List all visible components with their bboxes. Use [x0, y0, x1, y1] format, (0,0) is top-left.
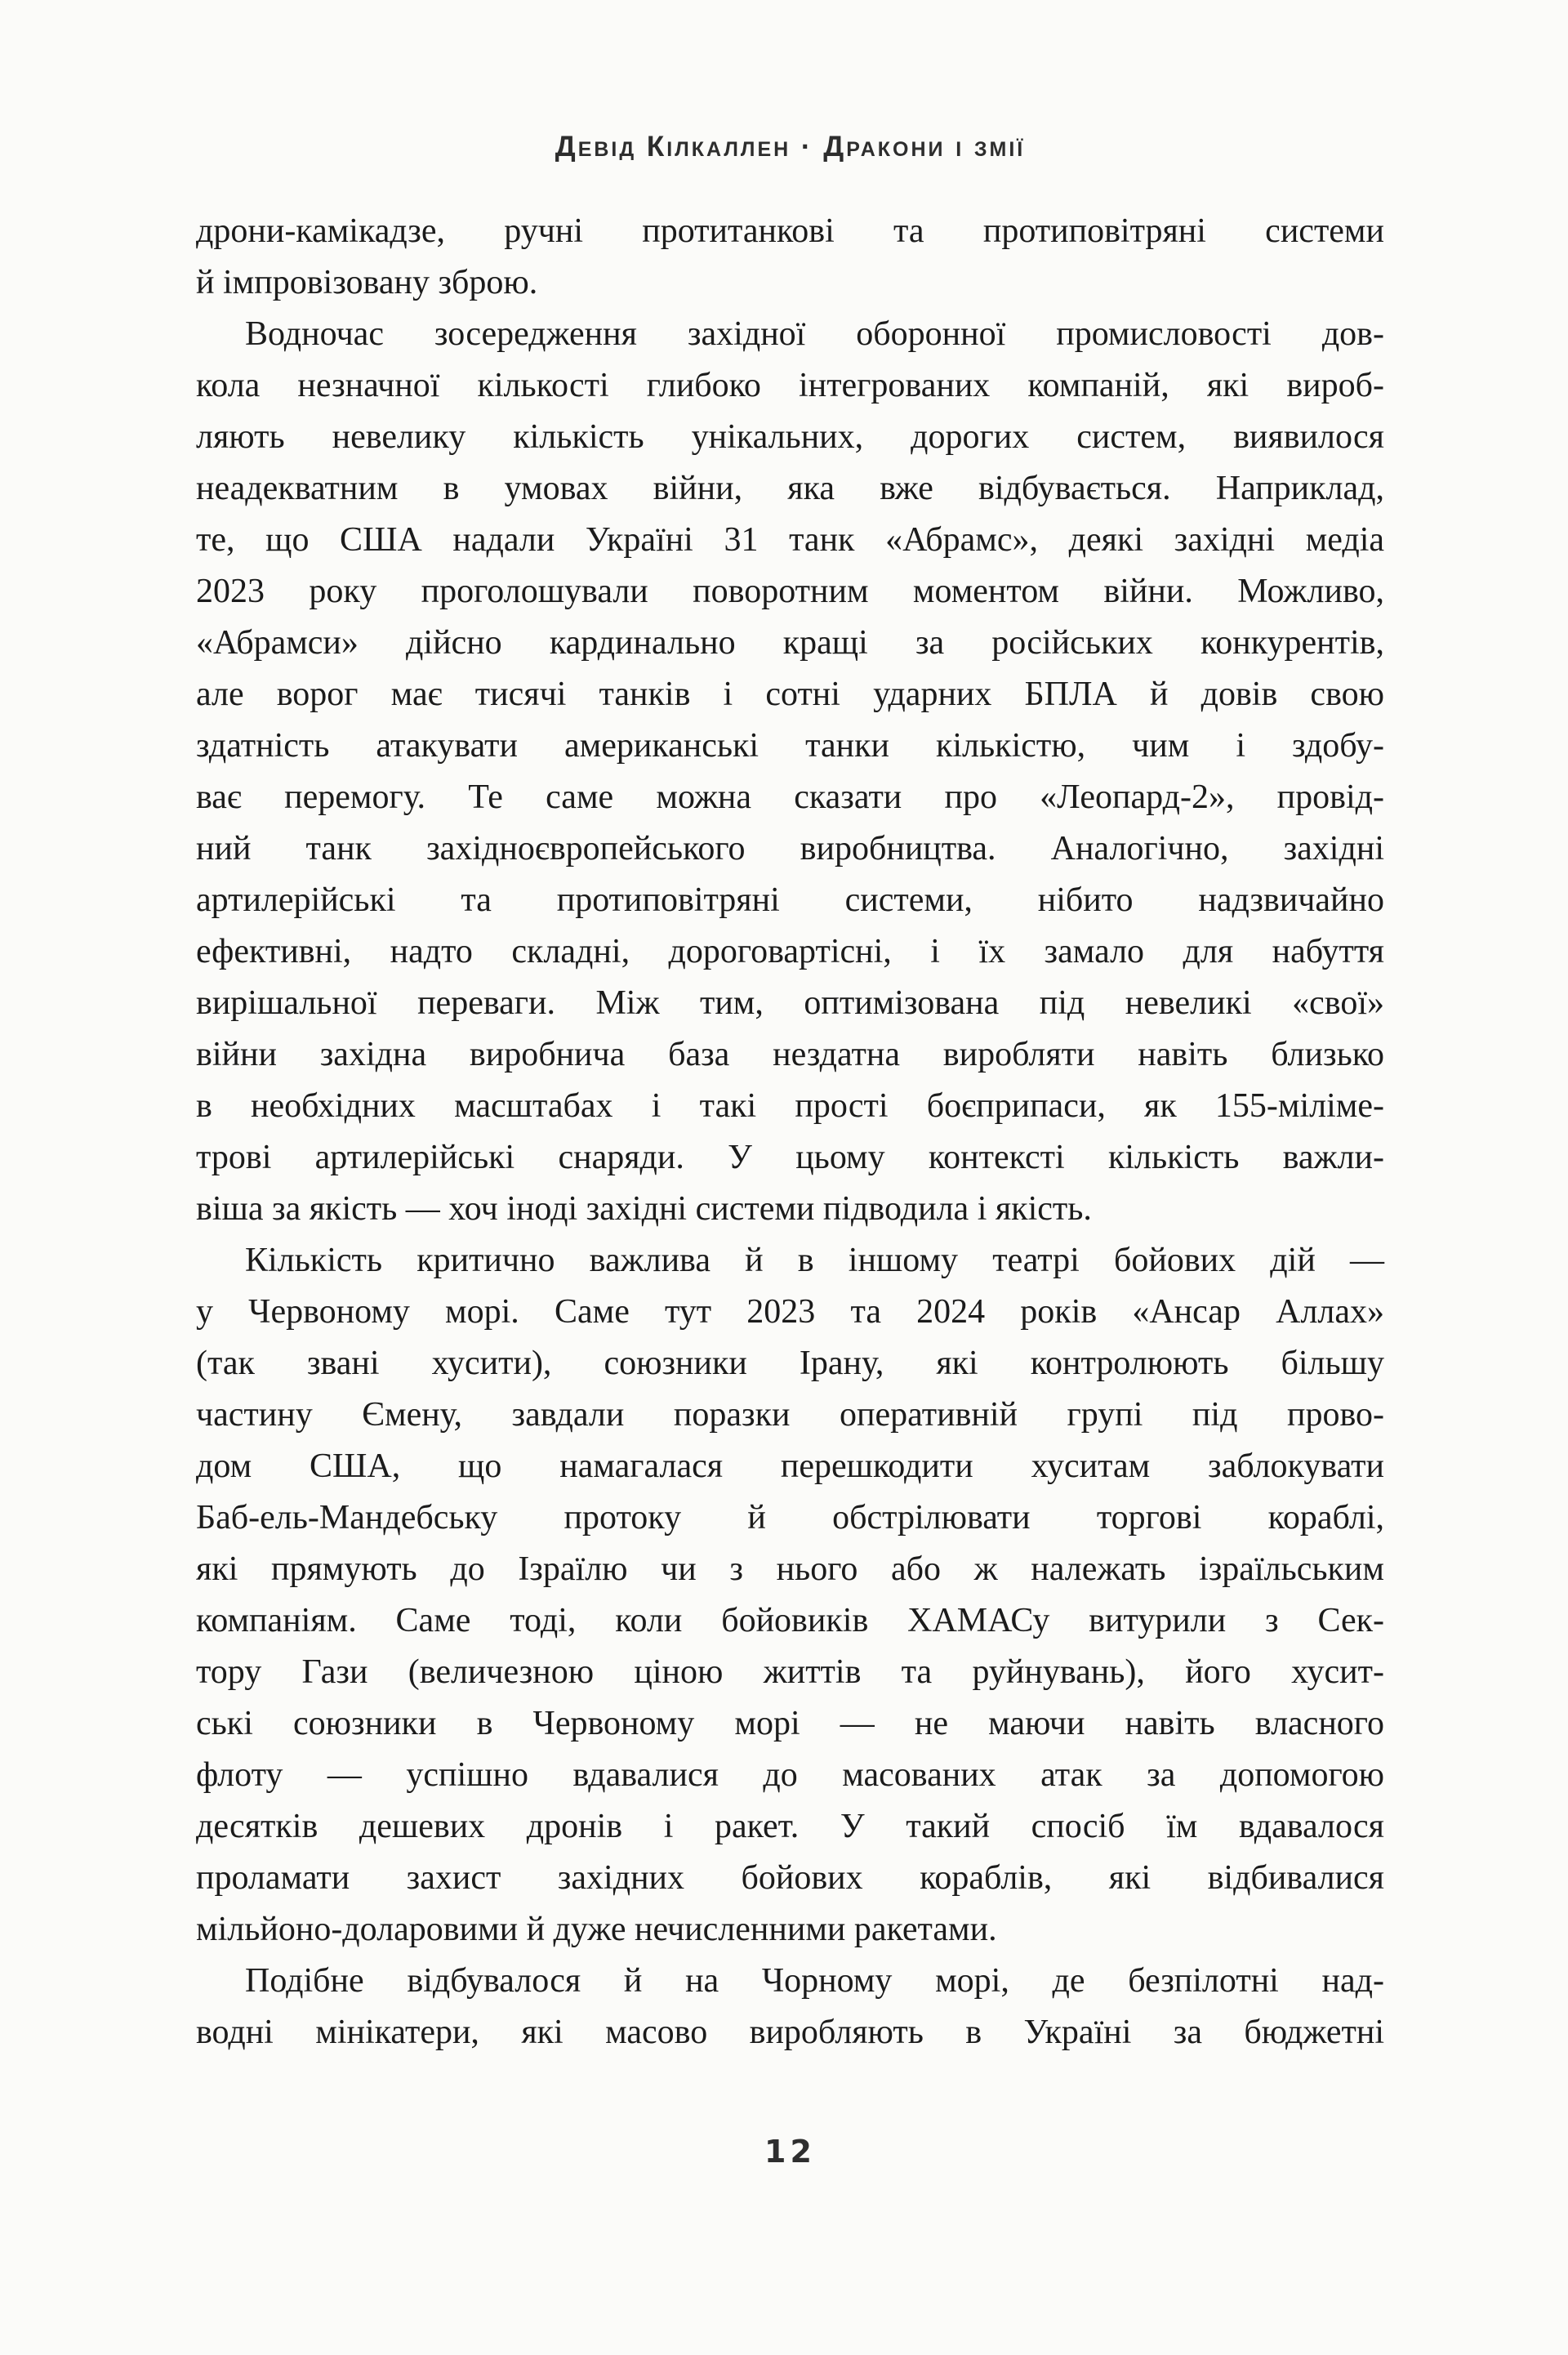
text-line: частину Ємену, завдали поразки оперативній групі під прово-: [196, 1396, 1384, 1434]
text-line: тору Гази (величезною ціною життів та руйнувань), його хусит-: [196, 1653, 1384, 1691]
text-line: компаніям. Саме тоді, коли бойовиків ХАМАСу витурили з Сек-: [196, 1602, 1384, 1639]
text-line: й імпровізовану зброю.: [196, 264, 538, 301]
text-line: але ворог має тисячі танків і сотні ударних БПЛА й довів свою: [196, 676, 1384, 713]
paragraph: [196, 1235, 1384, 1956]
text-line: ляють невелику кількість унікальних, дорогих систем, виявилося: [196, 418, 1384, 456]
paragraph: [196, 206, 1384, 309]
text-line: Подібне відбувалося й на Чорному морі, де безпілотні над-: [245, 1962, 1384, 2000]
text-line: мільйоно-доларовими й дуже нечисленними ракетами.: [196, 1911, 997, 1948]
text-line: ває перемогу. Те саме можна сказати про «Леопард-2», провід-: [196, 778, 1384, 816]
text-line: які прямують до Ізраїлю чи з нього або ж належать ізраїльським: [196, 1550, 1384, 1588]
text-line: Кількість критично важлива й в іншому театрі бойових дій —: [245, 1242, 1384, 1279]
text-line: неадекватним в умовах війни, яка вже відбувається. Наприклад,: [196, 470, 1384, 507]
text-line: артилерійські та протиповітряні системи, нібито надзвичайно: [196, 881, 1384, 919]
text-line: ські союзники в Червоному морі — не маючи навіть власного: [196, 1705, 1384, 1742]
text-line: вирішальної переваги. Між тим, оптимізована під невеликі «свої»: [196, 984, 1384, 1022]
text-line: війни західна виробнича база нездатна виробляти навіть близько: [196, 1036, 1384, 1073]
paragraph: [196, 309, 1384, 1235]
running-header: Девід Кілкаллен · Дракони і змії: [555, 131, 1026, 163]
text-line: віша за якість — хоч іноді західні системи підводила і якість.: [196, 1190, 1092, 1228]
paragraph: [196, 1956, 1384, 2058]
text-line: десятків дешевих дронів і ракет. У такий спосіб їм вдавалося: [196, 1808, 1384, 1845]
text-line: в необхідних масштабах і такі прості боєприпаси, як 155-міліме-: [196, 1087, 1384, 1125]
text-line: трові артилерійські снаряди. У цьому контексті кількість важли-: [196, 1139, 1384, 1176]
text-line: дом США, що намагалася перешкодити хуситам заблокувати: [196, 1447, 1384, 1485]
text-line: Водночас зосередження західної оборонної промисловості дов-: [245, 315, 1384, 353]
text-line: те, що США надали Україні 31 танк «Абрамс», деякі західні медіа: [196, 521, 1384, 559]
text-line: у Червоному морі. Саме тут 2023 та 2024 років «Ансар Аллах»: [196, 1293, 1384, 1331]
text-line: здатність атакувати американські танки кількістю, чим і здобу-: [196, 727, 1384, 765]
text-line: Баб-ель-Мандебську протоку й обстрілювати торгові кораблі,: [196, 1499, 1384, 1537]
text-line: ефективні, надто складні, дороговартісні, і їх замало для набуття: [196, 933, 1384, 970]
text-line: ний танк західноєвропейського виробництва. Аналогічно, західні: [196, 830, 1384, 868]
text-line: дрони-камікадзе, ручні протитанкові та протиповітряні системи: [196, 212, 1384, 250]
text-line: 2023 року проголошували поворотним моментом війни. Можливо,: [196, 573, 1384, 610]
text-line: водні мінікатери, які масово виробляють в Україні за бюджетні: [196, 2014, 1384, 2051]
text-line: проламати захист західних бойових кораблів, які відбивалися: [196, 1859, 1384, 1897]
text-line: кола незначної кількості глибоко інтегрованих компаній, які вироб-: [196, 367, 1384, 404]
text-line: (так звані хусити), союзники Ірану, які контролюють більшу: [196, 1345, 1384, 1382]
page-number: 12: [764, 2134, 816, 2170]
text-line: «Абрамси» дійсно кардинально кращі за російських конкурентів,: [196, 624, 1384, 662]
text-line: флоту — успішно вдавалися до масованих атак за допомогою: [196, 1756, 1384, 1794]
page-body: [196, 206, 1384, 2058]
